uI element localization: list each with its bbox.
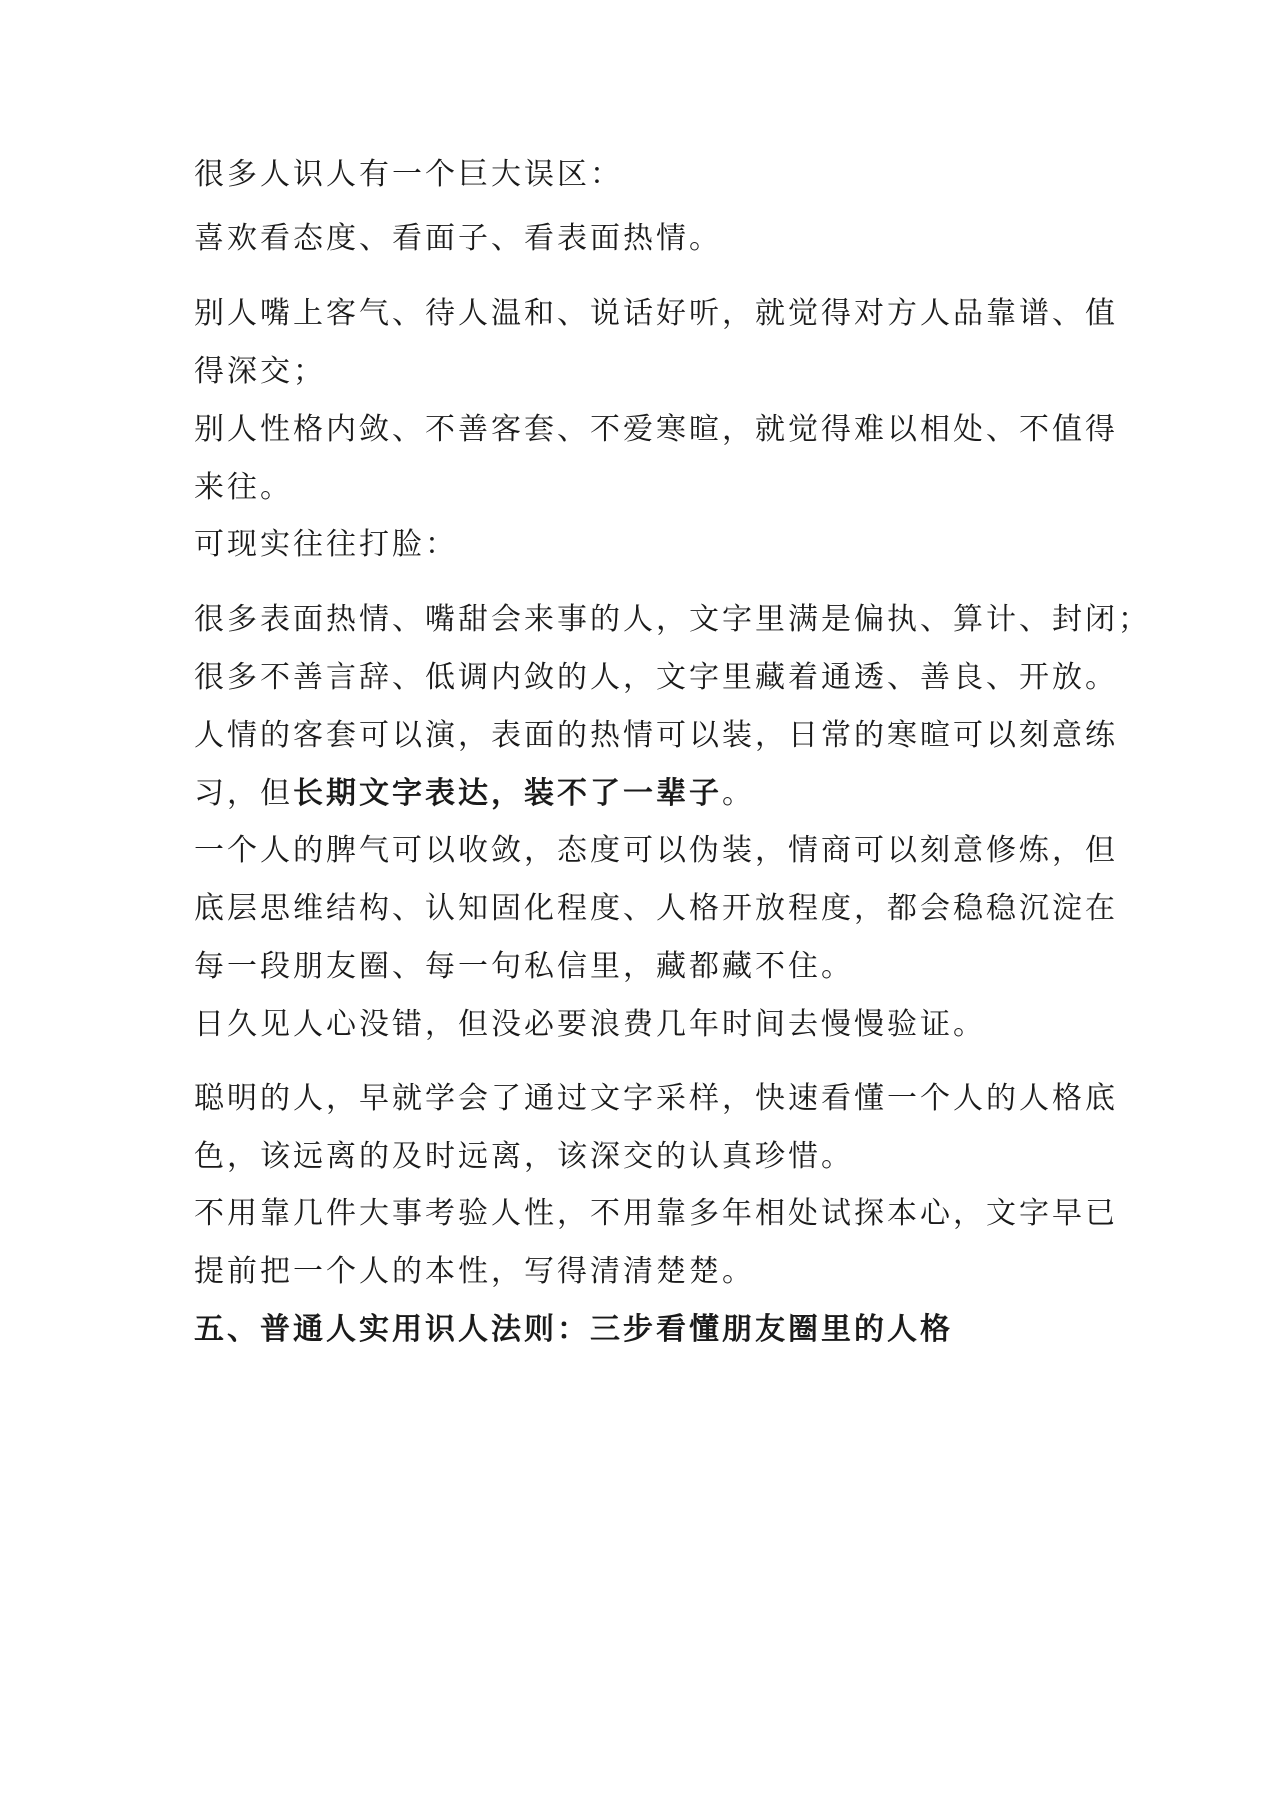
paragraph-9: [194, 1070, 1118, 1186]
paragraph-8: [194, 996, 1094, 1054]
text-line: 得深交；: [194, 354, 326, 389]
text-line: 人情的客套可以演，表面的热情可以装，日常的寒暄可以刻意练: [194, 718, 1118, 753]
paragraph-4: [194, 516, 1094, 574]
paragraph-2: [194, 210, 1094, 268]
text-line: 很多表面热情、嘴甜会来事的人，文字里满是偏执、算计、封闭；: [194, 602, 1151, 637]
text-line: 很多人识人有一个巨大误区：: [194, 157, 623, 192]
text-span: 习，但: [194, 776, 293, 811]
text-line: 很多不善言辞、低调内敛的人，文字里藏着通透、善良、开放。: [194, 660, 1118, 695]
text-span: 。: [722, 776, 755, 811]
text-line: 来往。: [194, 470, 293, 505]
text-line: 可现实往往打脸：: [194, 527, 458, 562]
text-line: 别人嘴上客气、待人温和、说话好听，就觉得对方人品靠谱、值: [194, 296, 1118, 331]
paragraph-7: [194, 822, 1118, 996]
text-line: 不用靠几件大事考验人性，不用靠多年相处试探本心，文字早已: [194, 1196, 1118, 1231]
text-line: 每一段朋友圈、每一句私信里，藏都藏不住。: [194, 949, 854, 984]
paragraph-1: [194, 146, 1094, 204]
emphasis-text: 长期文字表达，装不了一辈子: [293, 776, 722, 811]
text-line: 底层思维结构、认知固化程度、人格开放程度，都会稳稳沉淀在: [194, 891, 1118, 926]
section-heading: [194, 1301, 1094, 1359]
paragraph-10: [194, 1185, 1118, 1301]
text-line: 色，该远离的及时远离，该深交的认真珍惜。: [194, 1139, 854, 1174]
paragraph-5: [194, 591, 1151, 707]
heading-text: 五、普通人实用识人法则：三步看懂朋友圈里的人格: [194, 1312, 953, 1347]
text-line: 别人性格内敛、不善客套、不爱寒暄，就觉得难以相处、不值得: [194, 412, 1118, 447]
text-line: 一个人的脾气可以收敛，态度可以伪装，情商可以刻意修炼，但: [194, 833, 1118, 868]
paragraph-6: [194, 707, 1118, 823]
text-line: 喜欢看态度、看面子、看表面热情。: [194, 221, 722, 256]
text-line: 日久见人心没错，但没必要浪费几年时间去慢慢验证。: [194, 1007, 986, 1042]
paragraph-3: [194, 285, 1118, 517]
text-line: [194, 765, 1094, 823]
text-line: 提前把一个人的本性，写得清清楚楚。: [194, 1254, 755, 1289]
text-line: 聪明的人，早就学会了通过文字采样，快速看懂一个人的人格底: [194, 1081, 1118, 1116]
